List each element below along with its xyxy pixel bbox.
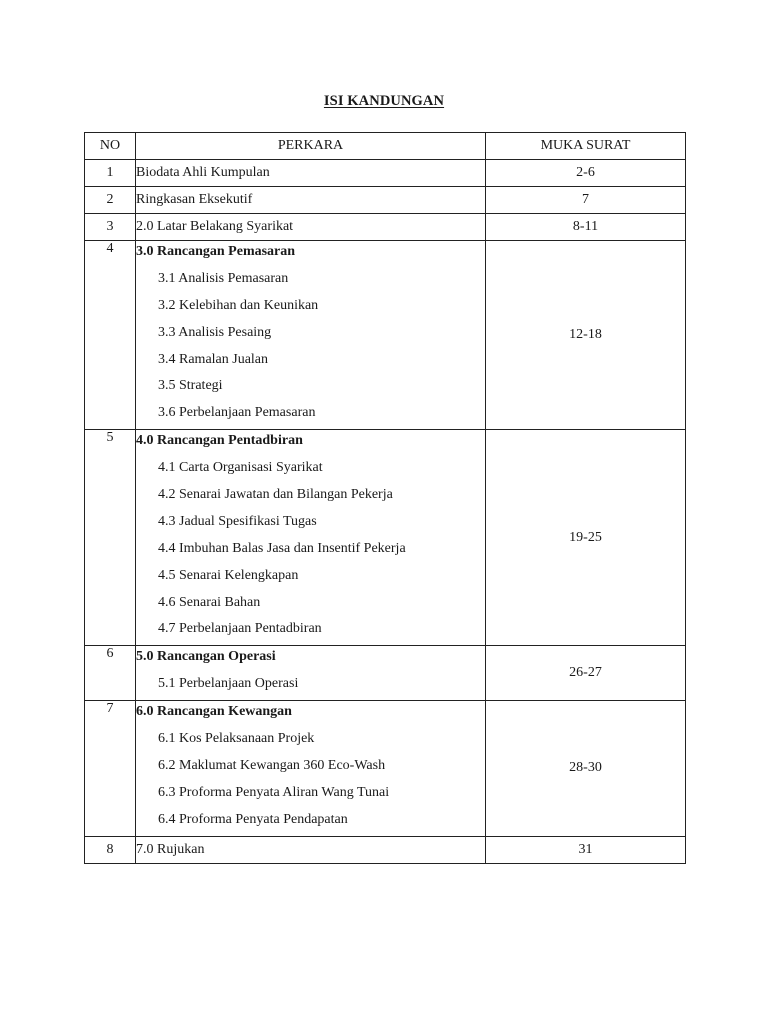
table-header-row bbox=[85, 133, 686, 160]
header-muka-surat: MUKA SURAT bbox=[486, 133, 686, 160]
table-row bbox=[85, 646, 686, 701]
row-number: 4 bbox=[85, 241, 136, 430]
table-row bbox=[85, 701, 686, 836]
page-range: 12-18 bbox=[486, 241, 686, 430]
section-heading: 5.0 Rancangan Operasi bbox=[136, 649, 276, 665]
subsection-item: 6.2 Maklumat Kewangan 360 Eco-Wash bbox=[158, 757, 386, 773]
page-range: 2-6 bbox=[486, 160, 686, 187]
page-range: 26-27 bbox=[486, 646, 686, 701]
subsection-item: 4.6 Senarai Bahan bbox=[158, 594, 261, 610]
contents-table bbox=[84, 132, 686, 864]
row-perkara bbox=[136, 160, 486, 187]
row-number: 8 bbox=[85, 836, 136, 863]
contents-body bbox=[85, 160, 686, 864]
section-heading: 3.0 Rancangan Pemasaran bbox=[136, 244, 296, 259]
subsection-item: 4.4 Imbuhan Balas Jasa dan Insentif Pekerja bbox=[158, 540, 406, 556]
row-number: 2 bbox=[85, 187, 136, 214]
row-perkara bbox=[136, 836, 486, 863]
header-no: NO bbox=[85, 133, 136, 160]
subsection-item: 4.7 Perbelanjaan Pentadbiran bbox=[158, 621, 322, 637]
subsection-item: 3.1 Analisis Pemasaran bbox=[158, 270, 289, 286]
table-row bbox=[85, 214, 686, 241]
page-range: 31 bbox=[486, 836, 686, 863]
item-label: 2.0 Latar Belakang Syarikat bbox=[136, 219, 294, 234]
item-label: Ringkasan Eksekutif bbox=[136, 192, 253, 207]
row-perkara bbox=[136, 241, 486, 430]
subsection-item: 3.5 Strategi bbox=[158, 378, 223, 394]
subsection-item: 4.1 Carta Organisasi Syarikat bbox=[158, 460, 323, 476]
subsection-item: 4.3 Jadual Spesifikasi Tugas bbox=[158, 513, 317, 529]
page-range: 28-30 bbox=[486, 701, 686, 836]
table-row bbox=[85, 836, 686, 863]
table-row bbox=[85, 430, 686, 646]
subsection-item: 5.1 Perbelanjaan Operasi bbox=[158, 676, 299, 692]
subsection-item: 3.6 Perbelanjaan Pemasaran bbox=[158, 405, 316, 421]
page-range: 8-11 bbox=[486, 214, 686, 241]
row-number: 1 bbox=[85, 160, 136, 187]
section-heading: 6.0 Rancangan Kewangan bbox=[136, 704, 292, 720]
subsection-item: 3.3 Analisis Pesaing bbox=[158, 324, 272, 340]
subsection-item: 3.4 Ramalan Jualan bbox=[158, 351, 269, 367]
header-perkara: PERKARA bbox=[136, 133, 486, 160]
table-row bbox=[85, 241, 686, 430]
item-label: Biodata Ahli Kumpulan bbox=[136, 165, 270, 180]
subsection-item: 4.2 Senarai Jawatan dan Bilangan Pekerja bbox=[158, 487, 393, 503]
table-row bbox=[85, 187, 686, 214]
table-row bbox=[85, 160, 686, 187]
row-perkara bbox=[136, 646, 486, 701]
row-perkara bbox=[136, 701, 486, 836]
subsection-item: 4.5 Senarai Kelengkapan bbox=[158, 567, 299, 583]
row-number: 6 bbox=[85, 646, 136, 701]
subsection-item: 6.1 Kos Pelaksanaan Projek bbox=[158, 731, 315, 747]
page-range: 7 bbox=[486, 187, 686, 214]
subsection-item: 6.4 Proforma Penyata Pendapatan bbox=[158, 811, 348, 827]
page-title: ISI KANDUNGAN bbox=[323, 93, 445, 109]
item-label: 7.0 Rujukan bbox=[136, 841, 205, 857]
section-heading: 4.0 Rancangan Pentadbiran bbox=[136, 433, 303, 449]
row-number: 5 bbox=[85, 430, 136, 646]
row-number: 3 bbox=[85, 214, 136, 241]
page-range: 19-25 bbox=[486, 430, 686, 646]
row-perkara bbox=[136, 430, 486, 646]
subsection-item: 3.2 Kelebihan dan Keunikan bbox=[158, 297, 319, 313]
row-number: 7 bbox=[85, 701, 136, 836]
row-perkara bbox=[136, 187, 486, 214]
subsection-item: 6.3 Proforma Penyata Aliran Wang Tunai bbox=[158, 784, 390, 800]
row-perkara bbox=[136, 214, 486, 241]
